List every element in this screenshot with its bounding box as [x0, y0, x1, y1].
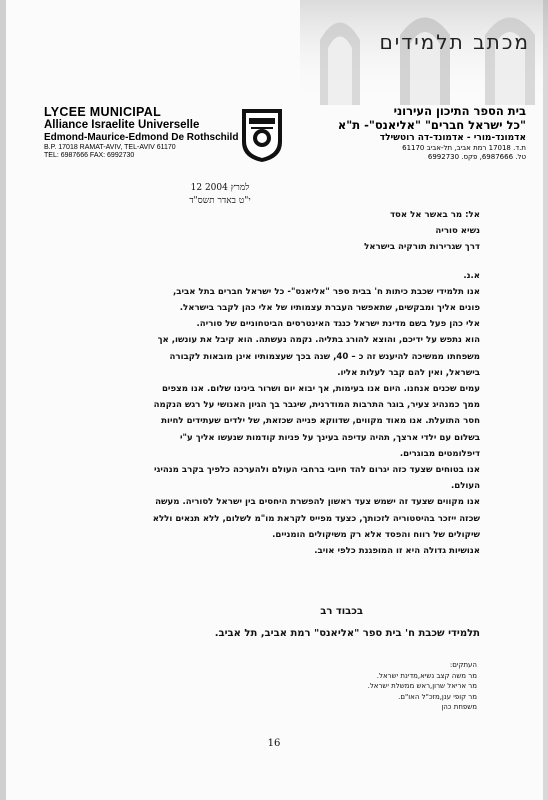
scan-right-edge [543, 0, 548, 800]
body-line: בישראל, ואין להם קבר לעלות אליו. [337, 367, 480, 378]
closing-signature: תלמידי שכבת ח' בית ספר "אליאנס" רמת אביב, תל אביב. [214, 628, 480, 639]
body-line: אלי כהן פעל בשם מדינת ישראל כנגד האינטרסים הביטחוניים של סוריה. [196, 319, 480, 330]
body-line: שכזה ייזכר בהיסטוריה לזכותך, כצעד מפייס לקראת מו"מ לשלום, ללא תנאים וללא [152, 513, 480, 524]
school-founder-he: אדמונד-מורי - אדמונד-דה רוטשילד [379, 133, 526, 143]
body-line: העולם. [450, 481, 480, 492]
school-name-en: LYCEE MUNICIPAL [44, 105, 162, 119]
body-line: הוא נתפש על ידיכם, והוצא להורג בתליה. נקמה נעשתה. הוא קיבל את עונשו, אך [157, 335, 480, 346]
cc-title: העתקים: [449, 661, 477, 669]
closing-regards: בכבוד רב [320, 606, 363, 617]
school-founder-en: Edmond-Maurice-Edmond De Rothschild [44, 132, 239, 143]
school-header-en [44, 105, 238, 159]
addressee-line: דרך שגרירות תורקיה בישראל [364, 242, 480, 253]
school-name-he: בית הספר התיכון העירוני [393, 104, 526, 118]
body-line: משפחתו ממשיכה להיענש זה כ – 40, שנה בכך שעצמותיו אינן מובאות לקבורה [169, 351, 480, 362]
school-address-en: B.P. 17018 RAMAT-AVIV, TEL-AVIV 61170 [44, 144, 176, 151]
addressee-line: אל: מר באשר אל אסד [389, 210, 480, 220]
school-address-he: ת.ד. 17018 רמת אביב, תל-אביב 61170 [402, 144, 526, 152]
school-phone-en: TEL: 6987666 FAX: 6992730 [44, 152, 135, 159]
body-line: אנושיות גדולה היא זו המופגנת כלפי אויב. [314, 546, 480, 557]
body-line: חסר התועלת. אנו מאוד מקווים, שדווקא פנייה שכזאת, של ילדים שעתידים לחיות [161, 416, 480, 427]
school-header-he [306, 104, 526, 161]
cc-line: מר אריאל שרון,ראש ממשלת ישראל. [367, 682, 477, 690]
body-line: אנו מקווים שצעד זה ישמש צעד ראשון להפשרת היחסים בין ישראל לסוריה. מעשה [155, 497, 480, 508]
body-line: בשלום עם ילדי ארצך, תהיה עדיפה בעינך על פניות קודמות שנעשו אליך ע"י [180, 432, 480, 443]
body-line: ממך כמנהיג צעיר, בוגר התרבות המודרנית, שיגבר בך הגיון האנושי על רגש הנקמה [153, 400, 480, 411]
body-line: דיפלומטים מבוגרים. [399, 448, 480, 459]
scan-left-edge [0, 0, 6, 800]
salutation: א.נ. [463, 270, 480, 281]
school-emblem-logo [239, 106, 285, 164]
body-line: אנו תלמידי שכבת כיתות ח' בבית ספר "אליאנס"- כל ישראל חברים בתל אביב, [173, 286, 480, 297]
body-line: פונים אליך ומבקשים, שתאפשר העברת עצמותיו של אלי כהן לקבר בישראל. [179, 303, 480, 314]
school-network-he: "כל ישראל חברים" "אליאנס"- ת"א [337, 118, 526, 132]
body-line: שיקולים של רווח והפסד אלא רק משיקולים הומניים. [272, 529, 480, 540]
cc-line: משפחת כהן [441, 703, 477, 711]
body-line: אנו בטוחים שצעד כזה יגרום להד חיובי ברחבי העולם ולהערכה כלפיך בקרב מנהיגי [153, 465, 480, 476]
addressee-line: נשיא סוריה [435, 226, 480, 237]
page-number: 16 [267, 738, 281, 749]
date-gregorian: 12 למרץ 2004 [190, 183, 250, 193]
cc-line: מר קופי ענן,מזכ"ל האו"ם. [398, 692, 477, 701]
letter-heading: מכתב תלמידים [379, 30, 530, 54]
cc-list [277, 660, 477, 713]
letter-body [90, 207, 480, 559]
school-phone-he: טל. 6987666, פקס. 6992730 [427, 153, 526, 161]
school-network-en: Alliance Israelite Universelle [44, 119, 200, 131]
letter-date [150, 182, 290, 206]
cc-line: מר משה קצב נשיא,מדינת ישראל. [376, 671, 477, 680]
date-hebrew: י"ט באדר תשס"ד [189, 196, 251, 206]
body-line: עמים שכנים אנחנו. היום אנו בעימות, אך יבוא יום ושרור בינינו שלום. אנו מצפים [161, 384, 480, 395]
